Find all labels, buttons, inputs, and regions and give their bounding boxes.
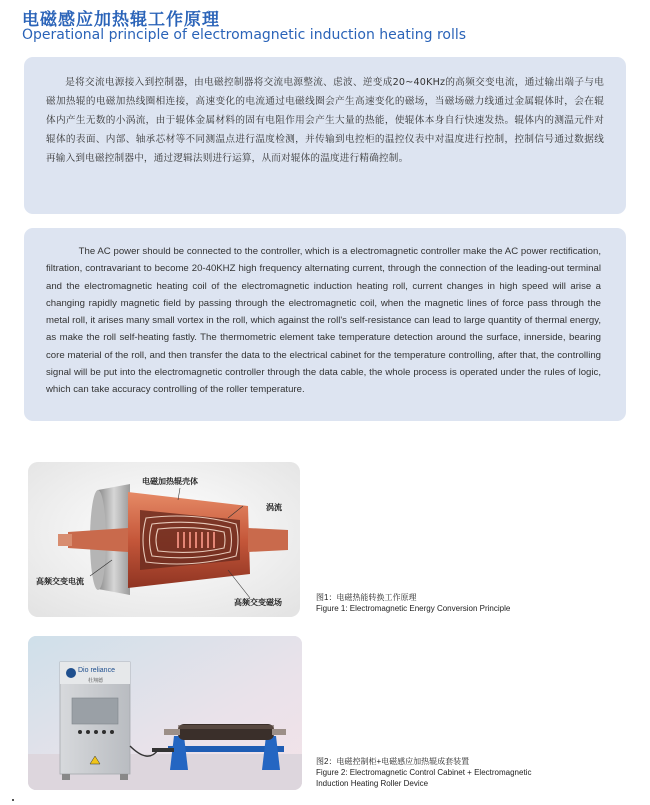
cabinet-brand-cn: 杜翔德 <box>88 678 104 684</box>
page-dot <box>12 799 14 801</box>
cabinet-brand: Dio reliance <box>78 667 115 674</box>
label-roll-shell: 电磁加热辊壳体 <box>142 477 198 486</box>
figure2-caption <box>316 756 531 789</box>
label-eddy-current: 涡流 <box>266 503 282 512</box>
figure-energy-conversion <box>28 462 300 617</box>
page-title-en: Operational principle of electromagnetic induction heating rolls <box>22 27 467 43</box>
figure-cabinet-device <box>28 636 302 790</box>
figure2-caption-en-2: Induction Heating Roller Device <box>316 779 429 788</box>
description-text-en: The AC power should be connected to the controller, which is a electromagnetic controller make the AC power rectification, filtration, contravariant to become 20-40KHZ high frequency alternating current, through the connection of the leading-out terminal and the electromagnetic heating coil of the electromagnetic induction heating roll, current changes in high speed will arise a changing rapidly magnetic field by passing through the electromagnetic coil, when the magnetic lines of force pass through the metal roll, it arises many small vortex in the roll, which against the roll's self-resistance can lead to large quantity of thermal energy, as make the roll self-heating fastly. The thermometric element take temperature detection around the surface, innerside, bearing core material of the roll, and then transfer the data to the electrical cabinet for the temperature controlling, after that, the controlling signal will be put into the electromagnetic controller through the data cable, the whole process is operated under the rules of logic, which can take accuracy controlling of the roller temperature. <box>46 246 601 396</box>
figure2-caption-cn: 图2：电磁控制柜+电磁感应加热辊成套装置 <box>316 757 470 766</box>
figure1-caption-cn: 图1：电磁热能转换工作原理 <box>316 593 417 602</box>
description-panel-en <box>24 228 626 421</box>
description-panel-cn <box>24 57 626 214</box>
description-text-cn: 是将交流电源接入到控制器，由电磁控制器将交流电源整流、虑波、逆变成20~40KHz的高频交变电流，通过输出端子与电磁加热辊的电磁加热线圈相连接，高速变化的电流通过电磁线圈会产生高速变化的磁场，当磁场磁力线通过金属辊体时，会在辊体内产生无数的小涡流，由于辊体金属材料的固有电阻作用会产生大量的热能，使辊体本身自行快速发热。辊体内的测温元件对辊体的表面、内部、轴承芯材等不同测温点进行温度检测，并传输到电控柜的温控仪表中对温度进行控制，控制信号通过数据线再输入到电磁控制器中，通过逻辑法则进行运算，从而对辊体的温度进行精确控制。 <box>46 77 604 164</box>
figure1-caption <box>316 592 510 614</box>
page-title-cn: 电磁感应加热辊工作原理 <box>22 10 220 30</box>
figure2-caption-en-1: Figure 2: Electromagnetic Control Cabinet + Electromagnetic <box>316 768 532 777</box>
label-hf-field: 高频交变磁场 <box>234 598 282 607</box>
cabinet-roller-photo <box>28 636 302 790</box>
figure1-caption-en: Figure 1: Electromagnetic Energy Conversion Principle <box>316 604 511 613</box>
label-hf-current: 高频交变电流 <box>36 577 84 586</box>
